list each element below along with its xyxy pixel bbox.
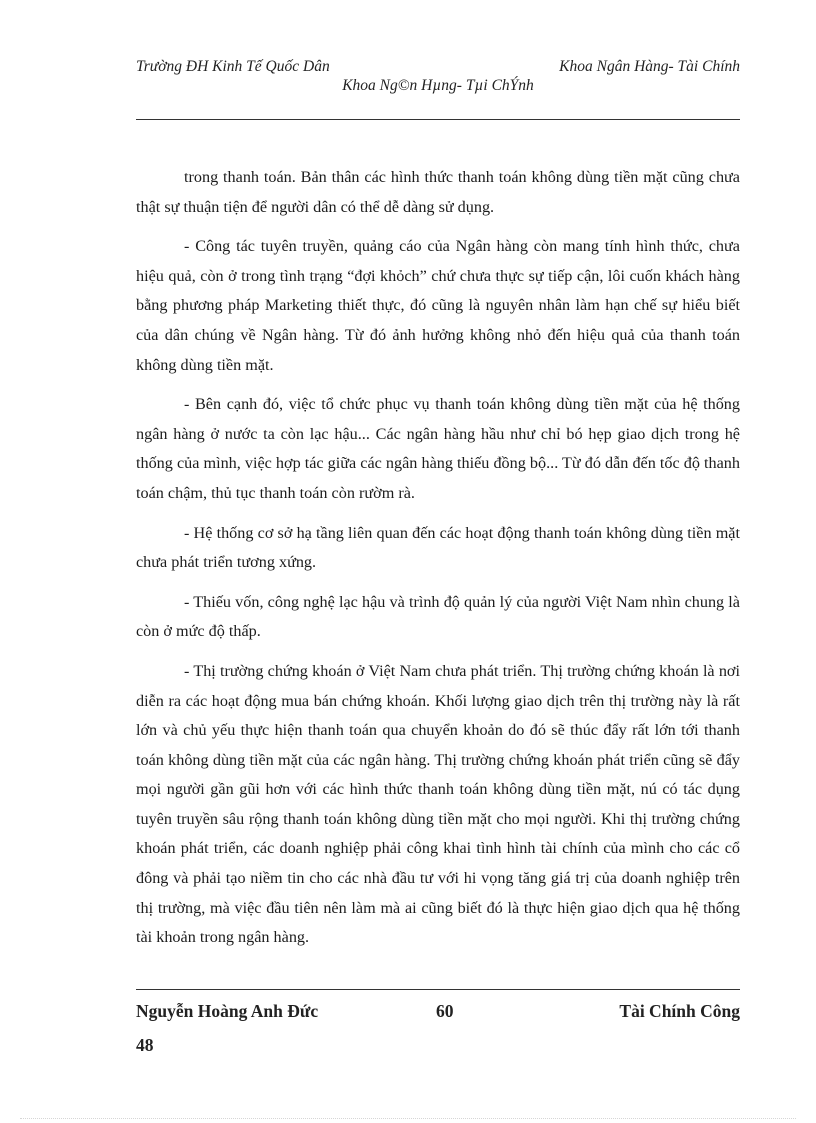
document-body (136, 163, 740, 963)
header-university: Trường ĐH Kinh Tế Quốc Dân (136, 58, 330, 75)
page-bottom-edge (20, 1118, 796, 1119)
footer-sub-number: 48 (136, 1035, 154, 1055)
footer-course: Tài Chính Công (619, 1001, 740, 1021)
paragraph-1: trong thanh toán. Bản thân các hình thức thanh toán không dùng tiền mặt cũng chưa thật sự thuận tiện để người dân có thể dễ dàng sử dụng. (136, 168, 740, 216)
paragraph-4: - Hệ thống cơ sở hạ tầng liên quan đến các hoạt động thanh toán không dùng tiền mặt chưa phát triển tương xứng. (136, 523, 740, 572)
footer-author: Nguyễn Hoàng Anh Đức (136, 1001, 319, 1021)
header-faculty-garbled: Khoa Ng©n Hµng- Tµi ChÝnh (342, 77, 534, 94)
header-faculty: Khoa Ngân Hàng- Tài Chính (559, 58, 740, 75)
footer-page-number: 60 (436, 1001, 454, 1021)
paragraph-2: - Công tác tuyên truyền, quảng cáo của Ngân hàng còn mang tính hình thức, chưa hiệu quả, còn ở trong tình trạng “đợi khỏch” chứ chưa thực sự tiếp cận, lôi cuốn khách hàng bằng phương pháp Marketing thiết thực, đó cũng là nguyên nhân làm hạn chế sự hiểu biết của dân chúng về Ngân hàng. Từ đó ảnh hưởng không nhỏ đến hiệu quả của thanh toán không dùng tiền mặt. (136, 237, 740, 374)
footer-divider (136, 989, 740, 990)
paragraph-5: - Thiếu vốn, công nghệ lạc hậu và trình độ quản lý của người Việt Nam nhìn chung là còn ở mức độ thấp. (136, 592, 740, 641)
paragraph-3: - Bên cạnh đó, việc tổ chức phục vụ thanh toán không dùng tiền mặt của hệ thống ngân hàng ở nước ta còn lạc hậu... Các ngân hàng hầu như chỉ bó hẹp giao dịch trong hệ thống của mình, việc hợp tác giữa các ngân hàng thiếu đồng bộ... Từ đó dẫn đến tốc độ thanh toán chậm, thủ tục thanh toán còn rườm rà. (136, 395, 740, 502)
paragraph-6: - Thị trường chứng khoán ở Việt Nam chưa phát triển. Thị trường chứng khoán là nơi diễn ra các hoạt động mua bán chứng khoán. Khối lượng giao dịch trên thị trường này là rất lớn và chủ yếu thực hiện thanh toán qua chuyển khoản do đó sẽ thúc đẩy rất lớn tới thanh toán không dùng tiền mặt của các ngân hàng. Thị trường chứng khoán phát triển cũng sẽ đẩy mọi người gần gũi hơn với các hình thức thanh toán không dùng tiền mặt, nú có tác dụng tuyên truyền sâu rộng thanh toán không dùng tiền mặt cho mọi người. Khi thị trường chứng khoán phát triển, các doanh nghiệp phải công khai tình hình tài chính của mình cho các cổ đông và phải tạo niềm tin cho các nhà đầu tư với hi vọng tăng giá trị của doanh nghiệp trên thị trường, mà việc đầu tiên nên làm mà ai cũng biết đó là thực hiện giao dịch qua hệ thống tài khoản trong ngân hàng. (136, 661, 740, 947)
header-divider (136, 119, 740, 120)
